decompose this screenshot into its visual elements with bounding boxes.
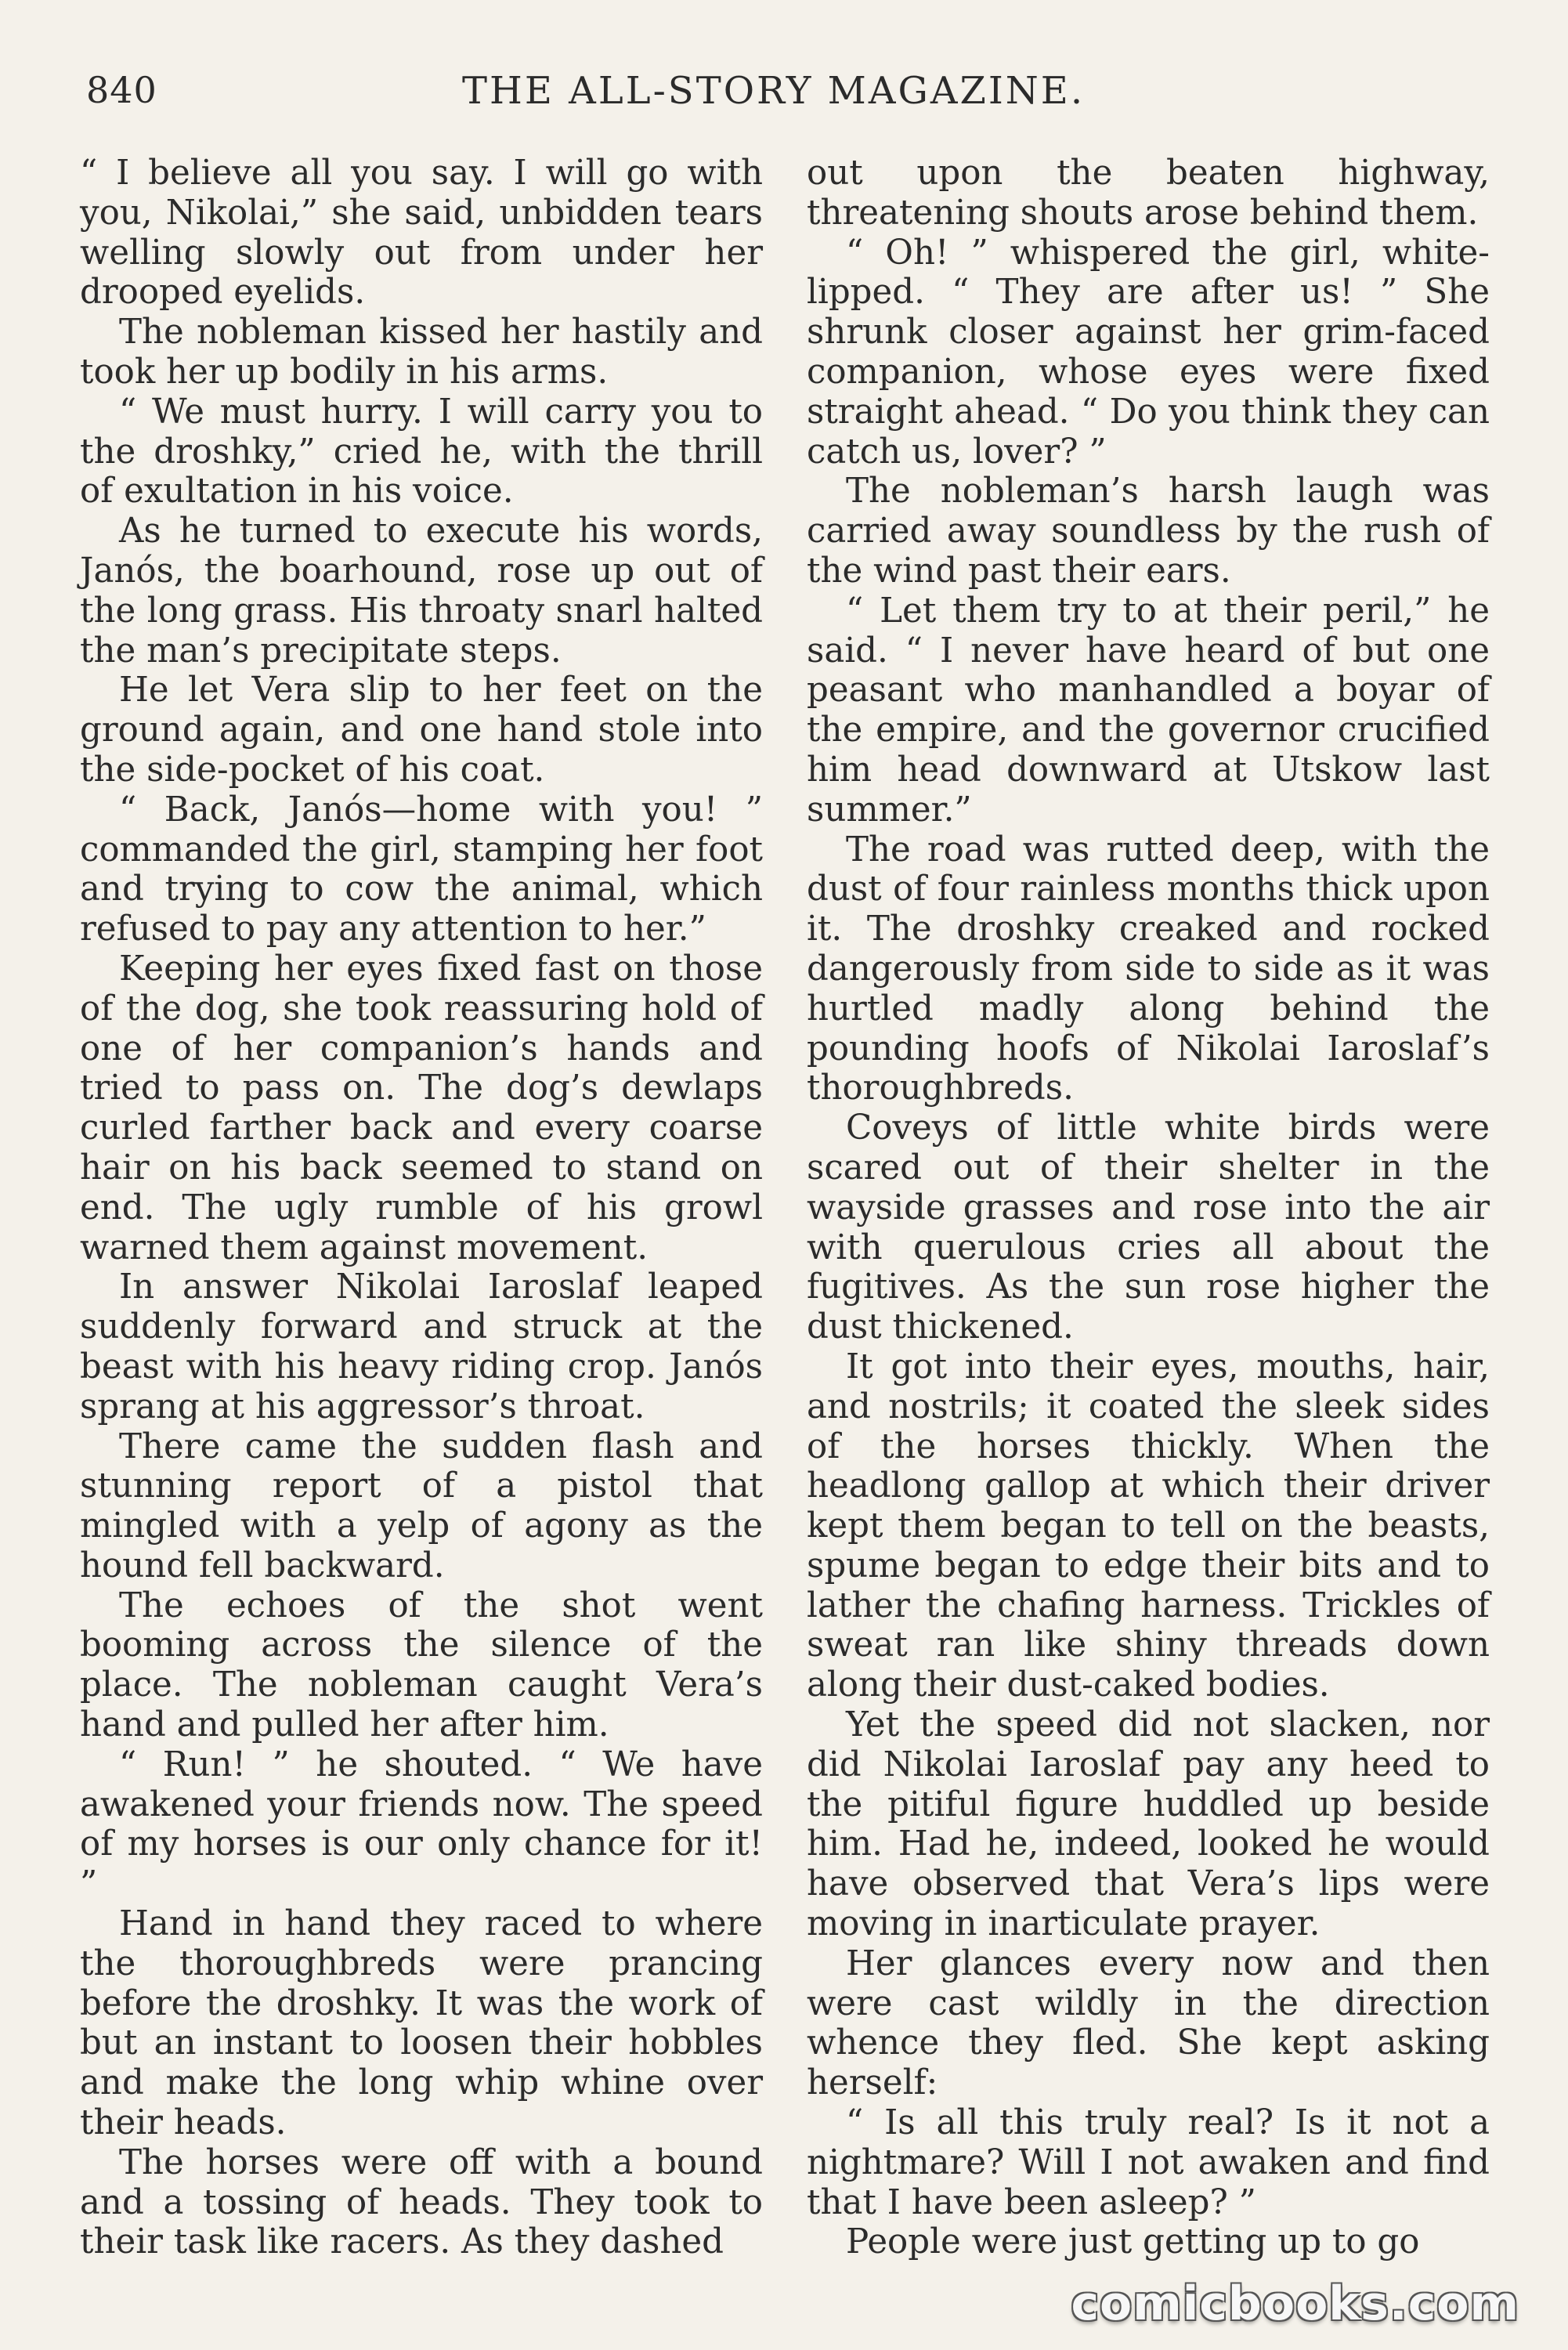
paragraph: There came the sudden flash and stunning report of a pistol that mingled with a yelp of agony as the hound fell backward.: [80, 1426, 763, 1585]
paragraph: out upon the beaten highway, threatening shouts arose behind them.: [807, 154, 1490, 233]
paragraph: “ We must hurry. I will carry you to the droshky,” cried he, with the thrill of exultation in his voice.: [80, 392, 763, 512]
page-header: [0, 69, 1568, 124]
paragraph: The nobleman kissed her hastily and took her up bodily in his arms.: [80, 313, 763, 392]
paragraph: The echoes of the shot went booming across the silence of the place. The nobleman caught Vera’s hand and pulled her after him.: [80, 1585, 763, 1745]
paragraph: Her glances every now and then were cast wildly in the direction whence they fled. She kept asking herself:: [807, 1943, 1490, 2103]
paragraph: People were just getting up to go: [846, 2222, 1420, 2262]
page-number: 840: [86, 69, 157, 111]
site-watermark: comicbooks.com: [1071, 2276, 1519, 2331]
paragraph: “ Back, Janós—home with you! ” commanded the girl, stamping her foot and trying to cow the animal, which refused to pay any attention to her.”: [80, 790, 763, 949]
paragraph: Hand in hand they raced to where the thoroughbreds were prancing before the droshky. It was the work of but an instant to loosen their hobbles and make the long whip whine over their heads.: [80, 1904, 763, 2143]
running-title: THE ALL-STORY MAGAZINE.: [462, 69, 1086, 113]
paragraph: “ Oh! ” whispered the girl, white-lipped. “ They are after us! ” She shrunk closer against her grim-faced companion, whose eyes were fixed straight ahead. “ Do you think they can catch us, lover? ”: [807, 233, 1490, 472]
paragraph: As he turned to execute his words, Janós, the boarhound, rose up out of the long grass. His throaty snarl halted the man’s precipitate steps.: [80, 512, 763, 671]
paragraph: In answer Nikolai Iaroslaf leaped suddenly forward and struck at the beast with his heavy riding crop. Janós sprang at his aggressor’s throat.: [80, 1267, 763, 1426]
left-column: [80, 154, 763, 2262]
paragraph: Keeping her eyes fixed fast on those of the dog, she took reassuring hold of one of her companion’s hands and tried to pass on. The dog’s dewlaps curled farther back and every coarse hair on his back seemed to stand on end. The ugly rumble of his growl warned them against movement.: [80, 949, 763, 1267]
right-column: [807, 154, 1490, 2262]
paragraph: Yet the speed did not slacken, nor did Nikolai Iaroslaf pay any heed to the pitiful figure huddled up beside him. Had he, indeed, looked he would have observed that Vera’s lips were moving in inarticulate prayer.: [807, 1705, 1490, 1944]
paragraph: The nobleman’s harsh laugh was carried away soundless by the rush of the wind past their ears.: [807, 472, 1490, 591]
paragraph: The horses were off with a bound and a tossing of heads. They took to their task like racers. As they dashed: [80, 2142, 763, 2262]
paragraph: “ Run! ” he shouted. “ We have awakened your friends now. The speed of my horses is our only chance for it! ”: [80, 1744, 763, 1904]
paragraph: It got into their eyes, mouths, hair, and nostrils; it coated the sleek sides of the horses thickly. When the headlong gallop at which their driver kept them began to tell on the beasts, spume began to edge their bits and to lather the chafing harness. Trickles of sweat ran like shiny threads down along their dust-caked bodies.: [807, 1347, 1490, 1705]
paragraph: He let Vera slip to her feet on the ground again, and one hand stole into the side-pocket of his coat.: [80, 671, 763, 790]
paragraph: Coveys of little white birds were scared out of their shelter in the wayside grasses and rose into the air with querulous cries all about the fugitives. As the sun rose higher the dust thickened.: [807, 1108, 1490, 1347]
paragraph: “ Is all this truly real? Is it not a nightmare? Will I not awaken and find that I have been asleep? ”: [807, 2103, 1490, 2222]
paragraph: “ Let them try to at their peril,” he said. “ I never have heard of but one peasant who manhandled a boyar of the empire, and the governor crucified him head downward at Utskow last summer.”: [807, 591, 1490, 830]
paragraph: The road was rutted deep, with the dust of four rainless months thick upon it. The droshky creaked and rocked dangerously from side to side as it was hurtled madly along behind the pounding hoofs of Nikolai Iaroslaf’s thoroughbreds.: [807, 830, 1490, 1108]
paragraph: “ I believe all you say. I will go with you, Nikolai,” she said, unbidden tears welling slowly out from under her drooped eyelids.: [80, 154, 763, 313]
